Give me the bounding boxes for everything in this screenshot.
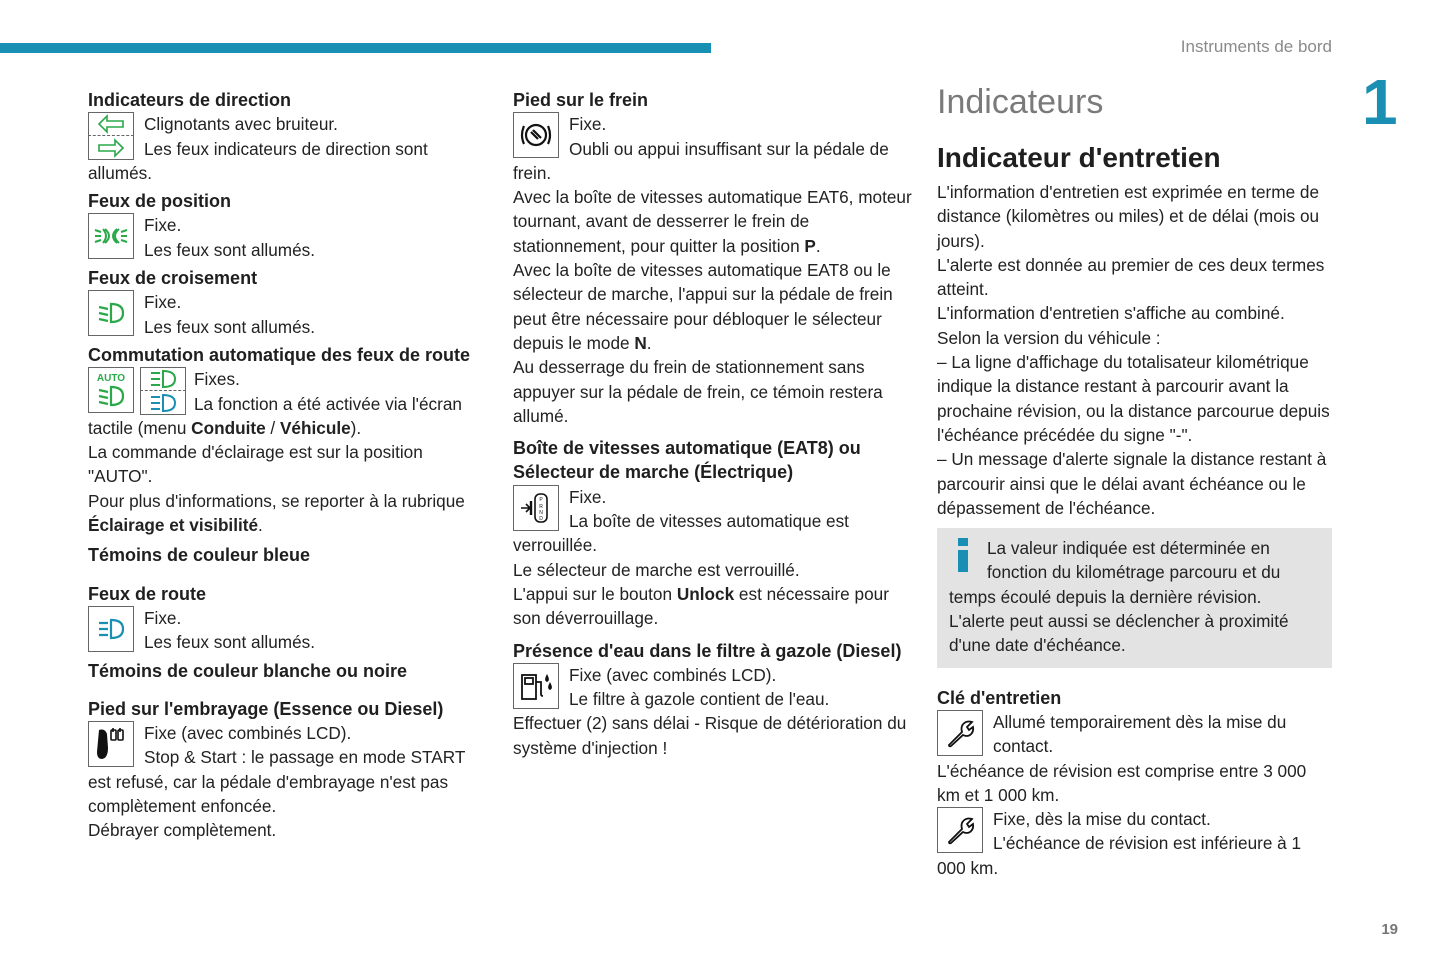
page-title: Indicateurs [937, 83, 1104, 121]
maint-para-3: L'information d'entretien s'affiche au combiné. [937, 303, 1285, 324]
gear-selector-icon [513, 485, 559, 531]
key-line-4: L'échéance de révision est inférieure à 1 000 km. [937, 833, 1302, 878]
running-head: Instruments de bord [1180, 37, 1332, 56]
brake-line-5: Au desserrage du frein de stationnement sans appuyer sur la pédale de frein, ce témoin restera allumé. [513, 357, 883, 426]
svg-text:R: R [539, 503, 543, 510]
info-icon [949, 536, 975, 576]
route-line-1: Fixe. [144, 607, 182, 628]
auto-low-beam-icon [88, 367, 134, 413]
key-line-1: Allumé temporairement dès la mise du contact. [993, 711, 1287, 757]
section-title-position: Feux de position [88, 191, 232, 212]
direction-line-1: Clignotants avec bruiteur. [144, 114, 338, 135]
brake-foot-icon [513, 112, 559, 158]
water-line-1: Fixe (avec combinés LCD). [569, 664, 777, 685]
column-1 [88, 88, 488, 843]
clutch-line-1: Fixe (avec combinés LCD). [144, 723, 352, 744]
high-beam-icon [88, 606, 134, 652]
page-number: 19 [1381, 921, 1398, 938]
section-title-direction: Indicateurs de direction [88, 90, 292, 110]
position-lights-icon [88, 213, 134, 259]
wrench-icon-2 [937, 807, 983, 853]
gear-line-3: Le sélecteur de marche est verrouillé. [513, 559, 800, 580]
section-title-route: Feux de route [88, 583, 207, 604]
clutch-line-3: Débrayer complètement. [88, 820, 277, 841]
auto-line-1: Fixes. [194, 369, 240, 390]
section-title-brake: Pied sur le frein [513, 90, 649, 110]
chapter-number: 1 [1362, 66, 1398, 138]
key-line-2: L'échéance de révision est comprise entre 3 000 km et 1 000 km. [937, 760, 1307, 805]
maint-para-4: Selon la version du véhicule : [937, 327, 1161, 348]
top-accent-bar [0, 43, 711, 53]
section-title-croisement: Feux de croisement [88, 268, 258, 289]
auto-label: AUTO [96, 372, 126, 384]
svg-text:D: D [539, 515, 543, 522]
column-2 [513, 88, 913, 760]
fuel-water-icon [513, 663, 559, 709]
right-arrow-icon [88, 136, 134, 160]
section-title-clutch: Pied sur l'embrayage (Essence ou Diesel) [88, 698, 444, 719]
route-line-2: Les feux sont allumés. [144, 632, 316, 653]
section-title-white: Témoins de couleur blanche ou noire [88, 660, 408, 681]
clutch-foot-icon [88, 721, 134, 767]
brake-line-3: Avec la boîte de vitesses automatique EAT6, moteur tournant, avant de desserrer le frein de stationnement, pour quitter la position P. [513, 187, 912, 256]
auto-beam-icons [88, 367, 186, 415]
low-beam-icon [88, 290, 134, 336]
maint-para-2: L'alerte est donnée au premier de ces deux termes atteint. [937, 254, 1325, 300]
high-beam-blue-icon [140, 391, 186, 415]
auto-line-4: Pour plus d'informations, se reporter à la rubrique Éclairage et visibilité. [88, 490, 465, 536]
position-line-2: Les feux sont allumés. [144, 239, 316, 260]
auto-high-beam-icons [140, 367, 186, 415]
auto-line-2: La fonction a été activée via l'écran tactile (menu Conduite / Véhicule). [88, 393, 462, 438]
svg-text:N: N [539, 509, 543, 516]
croisement-line-2: Les feux sont allumés. [144, 316, 316, 337]
water-line-2: Le filtre à gazole contient de l'eau. [569, 689, 830, 710]
croisement-line-1: Fixe. [144, 292, 182, 313]
water-line-3: Effectuer (2) sans délai - Risque de détérioration du système d'injection ! [513, 713, 907, 758]
maint-para-6: – Un message d'alerte signale la distance restant à parcourir ainsi que le délai avant échéance ou le dépassement de l'échéance. [937, 449, 1327, 518]
brake-line-2: Oubli ou appui insuffisant sur la pédale de frein. [513, 138, 889, 183]
info-line-2: L'alerte peut aussi se déclencher à proximité d'une date d'échéance. [949, 611, 1289, 656]
brake-line-4: Avec la boîte de vitesses automatique EAT8 ou le sélecteur de marche, l'appui sur la pédale de frein peut être nécessaire pour débloquer le sélecteur depuis le mode N. [513, 260, 893, 353]
info-box [937, 528, 1332, 667]
gear-line-2: La boîte de vitesses automatique est verrouillée. [513, 511, 849, 556]
brake-line-1: Fixe. [569, 114, 607, 135]
column-3 [937, 82, 1332, 880]
position-line-1: Fixe. [144, 215, 182, 236]
section-title-key: Clé d'entretien [937, 687, 1062, 708]
key-line-3: Fixe, dès la mise du contact. [993, 809, 1211, 830]
direction-icons [88, 112, 134, 160]
auto-line-3: La commande d'éclairage est sur la position "AUTO". [88, 442, 423, 487]
section-title-gearbox: Boîte de vitesses automatique (EAT8) ou Sélecteur de marche (Électrique) [513, 438, 861, 483]
section-title-maintenance: Indicateur d'entretien [937, 142, 1221, 173]
wrench-icon [937, 710, 983, 756]
gear-line-1: Fixe. [569, 486, 607, 507]
gear-line-4: L'appui sur le bouton Unlock est nécessaire pour son déverrouillage. [513, 583, 889, 629]
maint-para-1: L'information d'entretien est exprimée en terme de distance (kilomètres ou miles) et de délai (mois ou jours). [937, 182, 1320, 251]
section-title-auto-beam: Commutation automatique des feux de route [88, 344, 471, 365]
svg-text:P: P [539, 496, 543, 503]
section-title-blue: Témoins de couleur bleue [88, 545, 311, 566]
high-beam-green-icon [140, 367, 186, 391]
left-arrow-icon [88, 112, 134, 136]
maint-para-5: – La ligne d'affichage du totalisateur kilométrique indique la distance restant à parcourir avant la prochaine révision, ou la distance parcourue depuis l'échéance précédée du signe "-". [937, 352, 1330, 445]
section-title-water: Présence d'eau dans le filtre à gazole (Diesel) [513, 640, 902, 661]
clutch-line-2: Stop & Start : le passage en mode START est refusé, car la pédale d'embrayage n'est pas complètement enfoncée. [88, 747, 466, 817]
direction-line-2: Les feux indicateurs de direction sont allumés. [88, 138, 428, 183]
info-line-1: La valeur indiquée est déterminée en fonction du kilométrage parcouru et du temps écoulé depuis la dernière révision. [949, 538, 1281, 607]
